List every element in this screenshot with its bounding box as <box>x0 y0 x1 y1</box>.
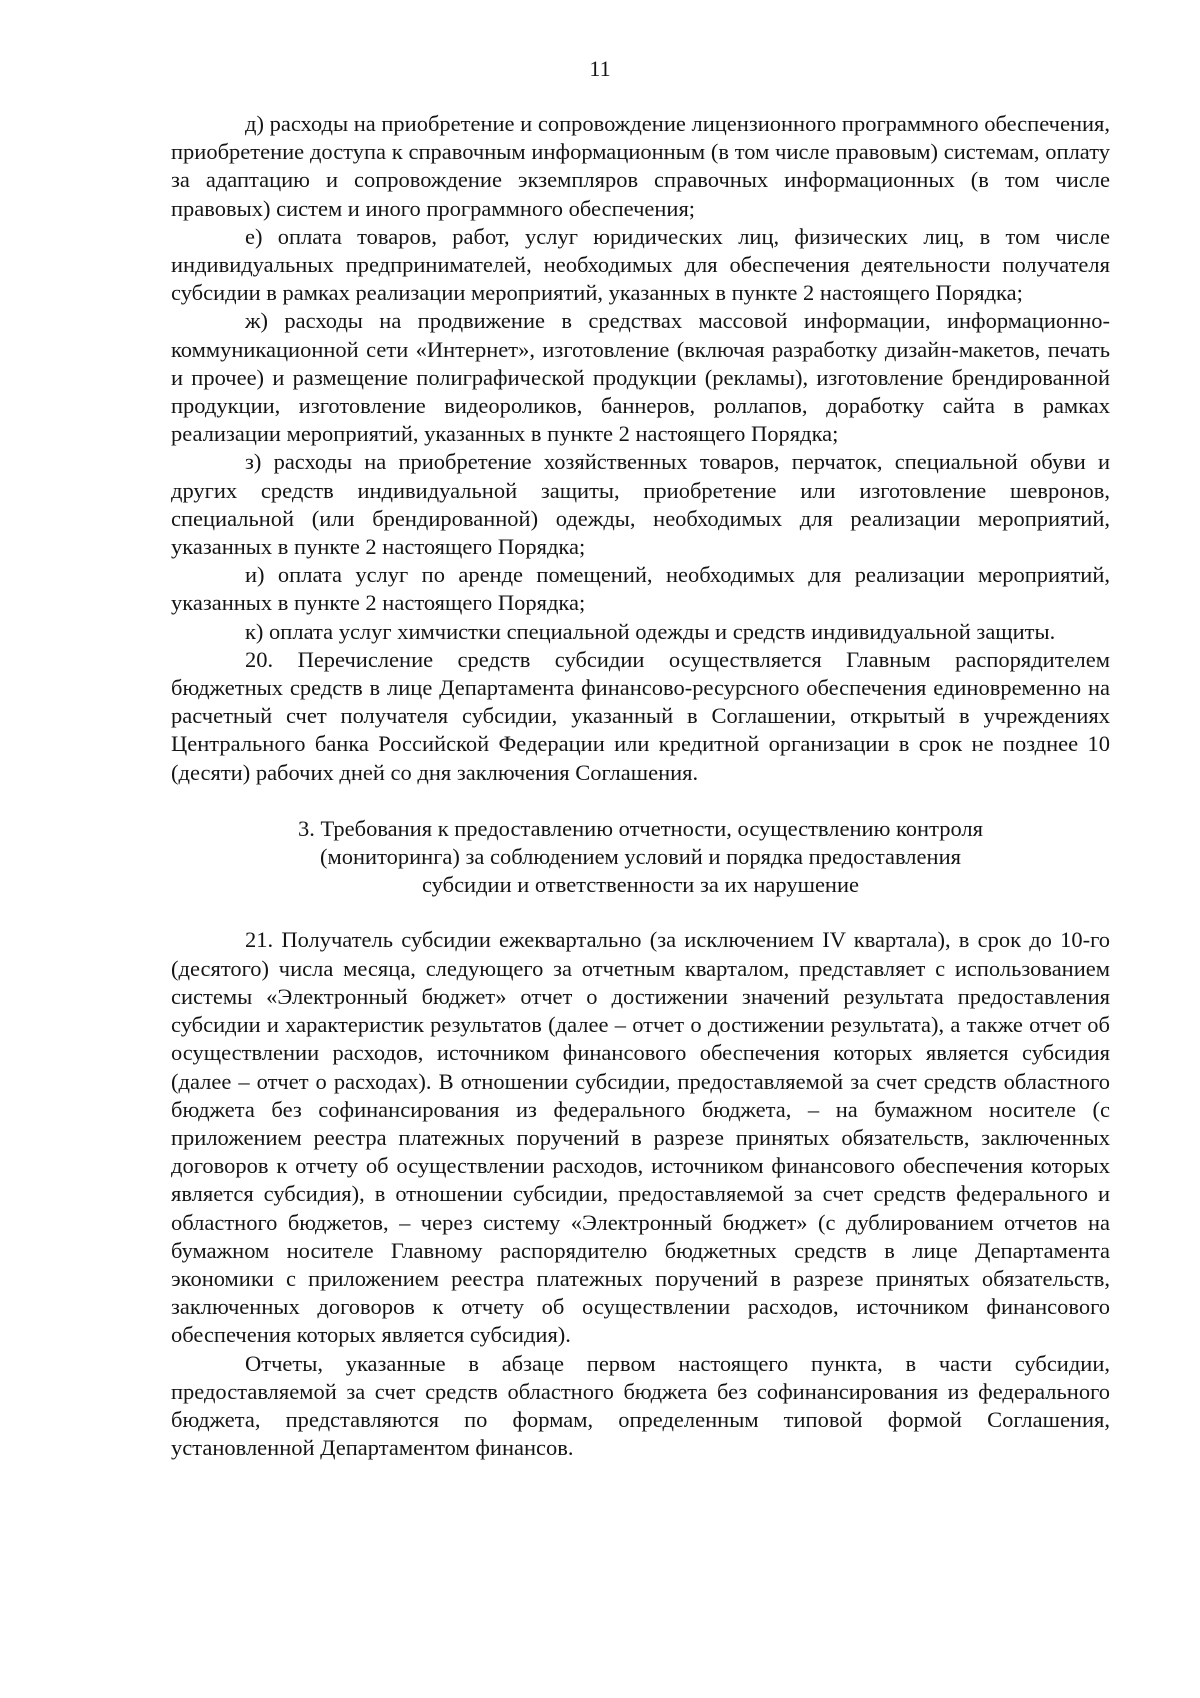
section-heading-line: субсидии и ответственности за их нарушение <box>421 872 859 898</box>
paragraph-item-k: к) оплата услуг химчистки специальной одежды и средств индивидуальной защиты. <box>245 618 1056 644</box>
paragraph-item-e: е) оплата товаров, работ, услуг юридических лиц, физических лиц, в том числе индивидуальных предпринимателей, необходимых для обеспечения деятельности получателя субсидии в рамках реализации мероприятий, указанных в пункте 2 настоящего Порядка; <box>171 223 1110 306</box>
section-heading-line: (мониторинга) за соблюдением условий и порядка предоставления <box>320 844 961 870</box>
paragraph-item-i: и) оплата услуг по аренде помещений, необходимых для реализации мероприятий, указанных в пункте 2 настоящего Порядка; <box>171 562 1110 616</box>
paragraph-item-z: з) расходы на приобретение хозяйственных товаров, перчаток, специальной обуви и других средств индивидуальной защиты, приобретение или изготовление шевронов, специальной (или брендированной) одежды, необходимых для реализации мероприятий, указанных в пункте 2 настоящего Порядка; <box>171 449 1110 560</box>
paragraph-item-zh: ж) расходы на продвижение в средствах массовой информации, информационно-коммуникационной сети «Интернет», изготовление (включая разработку дизайн-макетов, печать и прочее) и размещение полиграфической продукции (рекламы), изготовление брендированной продукции, изготовление видеороликов, баннеров, роллапов, доработку сайта в рамках реализации мероприятий, указанных в пункте 2 настоящего Порядка; <box>171 308 1110 447</box>
paragraph-clause-20: 20. Перечисление средств субсидии осуществляется Главным распорядителем бюджетных средств в лице Департамента финансово-ресурсного обеспечения единовременно на расчетный счет получателя субсидии, указанный в Соглашении, открытый в учреждениях Центрального банка Российской Федерации или кредитной организации в срок не позднее 10 (десяти) рабочих дней со дня заключения Соглашения. <box>171 646 1110 785</box>
paragraph-item-d: д) расходы на приобретение и сопровождение лицензионного программного обеспечения, приобретение доступа к справочным информационным (в том числе правовым) системам, оплату за адаптацию и сопровождение экземпляров справочных информационных (в том числе правовых) систем и иного программного обеспечения; <box>171 111 1110 221</box>
section-heading <box>171 815 1110 900</box>
document-body <box>171 110 1110 1462</box>
paragraph-clause-21: 21. Получатель субсидии ежеквартально (за исключением IV квартала), в срок до 10-го (десятого) числа месяца, следующего за отчетным кварталом, представляет с использованием системы «Электронный бюджет» отчет о достижении значений результата предоставления субсидии и характеристик результатов (далее – отчет о достижении результата), а также отчет об осуществлении расходов, источником финансового обеспечения которых является субсидия (далее – отчет о расходах). В отношении субсидии, предоставляемой за счет средств областного бюджета без софинансирования из федерального бюджета, – на бумажном носителе (с приложением реестра платежных поручений в разрезе принятых обязательств, заключенных договоров к отчету об осуществлении расходов, источником финансового обеспечения которых является субсидия), в отношении субсидии, предоставляемой за счет средств федерального и областного бюджетов, – через систему «Электронный бюджет» (с дублированием отчетов на бумажном носителе Главному распорядителю бюджетных средств в лице Департамента экономики с приложением реестра платежных поручений в разрезе принятых обязательств, заключенных договоров к отчету об осуществлении расходов, источником финансового обеспечения которых является субсидия). <box>171 927 1110 1348</box>
section-heading-line: 3. Требования к предоставлению отчетности, осуществлению контроля <box>298 815 983 841</box>
paragraph-reports-forms: Отчеты, указанные в абзаце первом настоящего пункта, в части субсидии, предоставляемой за счет средств областного бюджета без софинансирования из федерального бюджета, представляются по формам, определенным типовой формой Соглашения, установленной Департаментом финансов. <box>171 1350 1110 1461</box>
page-number: 11 <box>589 56 611 81</box>
